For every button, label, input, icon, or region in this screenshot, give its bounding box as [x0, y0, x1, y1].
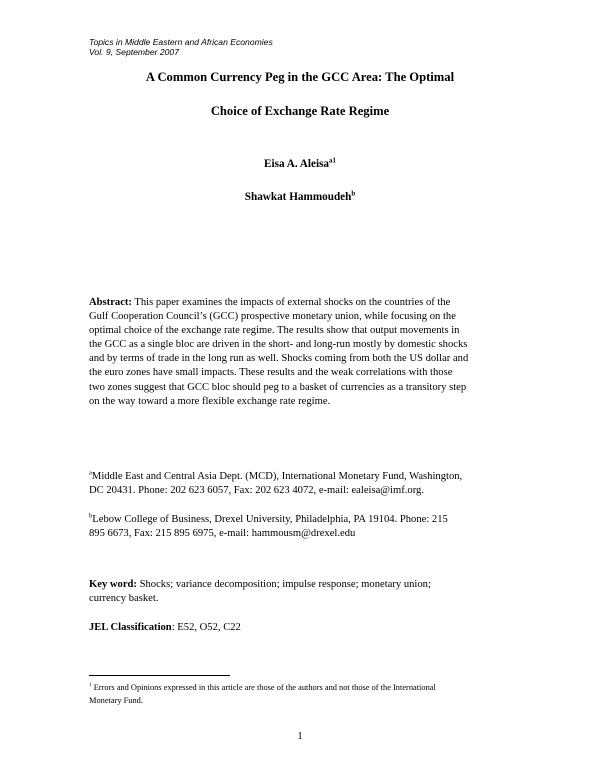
- author-2: [0, 190, 600, 204]
- keywords-label: Key word:: [89, 579, 137, 590]
- abstract-line-1: Abstract: This paper examines the impacts of external shocks on the countries of the: [89, 297, 451, 308]
- author-1-name: Eisa A. Aleisa: [264, 158, 330, 170]
- abstract-label: Abstract:: [89, 297, 132, 308]
- affiliation-a-marker: a: [89, 469, 92, 477]
- paper-title-line-2: Choice of Exchange Rate Regime: [210, 104, 390, 118]
- abstract-line-2: Gulf Cooperation Council’s (GCC) prospective monetary union, while focusing on the: [89, 311, 456, 323]
- abstract-line-4: the GCC as a single bloc are driven in the short- and long-run mostly by domestic shocks: [89, 339, 468, 351]
- journal-issue: Vol. 9, September 2007: [89, 47, 179, 57]
- footnote: [89, 682, 519, 707]
- keywords-line-1: Key word: Shocks; variance decomposition; impulse response; monetary union;: [89, 579, 431, 590]
- affiliation-b-line-2: 895 6673, Fax: 215 895 6975, e-mail: hammousm@drexel.edu: [89, 528, 356, 540]
- jel-label: JEL Classification: [89, 622, 172, 633]
- footnote-line-1: Errors and Opinions expressed in this article are those of the authors and not those of the International: [91, 683, 436, 692]
- abstract-line-8: on the way toward a more flexible exchange rate regime.: [89, 395, 331, 407]
- paper-title-line-1: A Common Currency Peg in the GCC Area: The Optimal: [145, 70, 455, 84]
- author-2-name: Shawkat Hammoudeh: [244, 191, 352, 203]
- author-1: [0, 157, 600, 171]
- abstract: [89, 296, 525, 409]
- page-number: 1: [297, 731, 303, 742]
- footnote-marker: 1: [89, 682, 92, 689]
- jel-value: : E52, O52, C22: [171, 622, 241, 633]
- affiliation-a-line-2: DC 20431. Phone: 202 623 6057, Fax: 202 623 4072, e-mail: ealeisa@imf.org.: [89, 485, 424, 497]
- jel-classification: [89, 621, 525, 635]
- abstract-line-3: optimal choice of the exchange rate regime. The results show that output movements in: [89, 325, 460, 337]
- affiliation-b: [89, 513, 525, 541]
- affiliation-a-line-1: Middle East and Central Asia Dept. (MCD), International Monetary Fund, Washington,: [91, 471, 463, 482]
- abstract-line-6: the euro zones have small impacts. These results and the weak correlations with those: [89, 367, 453, 379]
- journal-name: Topics in Middle Eastern and African Economies: [89, 37, 273, 47]
- abstract-line-7: two zones suggest that GCC bloc should peg to a basket of currencies as a transitory step: [89, 381, 467, 393]
- affiliation-b-marker: b: [89, 512, 93, 520]
- keywords: [89, 578, 525, 606]
- author-2-marker: b: [351, 189, 356, 198]
- abstract-line-5: and by terms of trade in the long run as well. Shocks coming from both the US dollar and: [89, 353, 469, 365]
- keywords-line-2: currency basket.: [89, 593, 159, 605]
- footnote-divider: [89, 675, 230, 676]
- footnote-line-2: Monetary Fund.: [89, 695, 143, 705]
- affiliation-a: [89, 470, 525, 498]
- author-1-marker: a1: [329, 156, 336, 165]
- affiliation-b-line-1: Lebow College of Business, Drexel University, Philadelphia, PA 19104. Phone: 215: [92, 514, 448, 525]
